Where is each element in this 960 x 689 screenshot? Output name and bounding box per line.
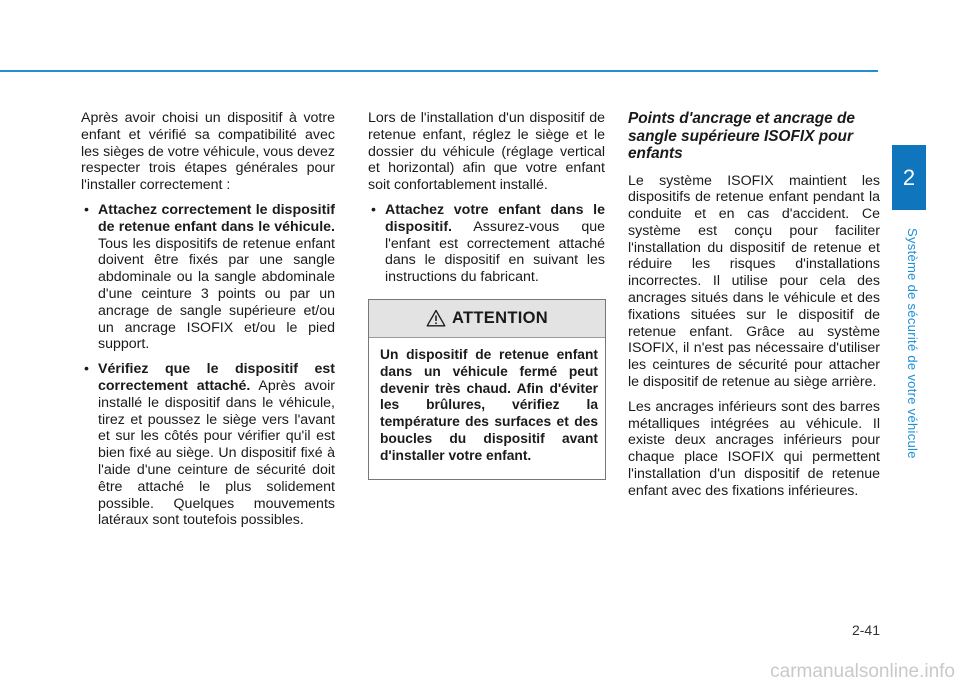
isofix-paragraph: Le système ISOFIX maintient les dispositifs de retenue enfant pendant la conduite et en cas d'accident. Ce système est conçu pour faciliter l'installation du dispositif de retenue et réduire les risques d'installations incorrectes. Il utilise pour cela des ancrages situés dans le véhicule et des fixations situées sur le dispositif de retenue enfant. Grâce au système ISOFIX, il n'est pas nécessaire d'utiliser les ceintures de sécurité pour attacher le dispositif de retenue au siège arrière.: [628, 172, 880, 391]
list-item: [81, 202, 335, 353]
step-text: Assurez-vous que l'enfant est correctement attaché dans le dispositif en suivant les instructions du fabricant.: [385, 218, 605, 286]
step-lead: Attachez votre enfant dans le dispositif.: [385, 201, 605, 235]
section-heading: Points d'ancrage et ancrage de sangle supérieure ISOFIX pour enfants: [628, 110, 855, 162]
chapter-tab: [892, 145, 926, 210]
steps-list-continued: [368, 202, 605, 286]
intro-paragraph: Après avoir choisi un dispositif à votre enfant et vérifié sa compatibilité avec les sièges de votre véhicule, vous devez respecter trois étapes générales pour l'installer correctement :: [81, 110, 335, 194]
caution-text: Un dispositif de retenue enfant dans un véhicule fermé peut devenir très chaud. Afin d'éviter les brûlures, vérifiez la température des surfaces et des boucles du dispositif avant d'installer votre enfant.: [380, 346, 598, 463]
caution-label: ATTENTION: [452, 309, 548, 328]
caution-header: [369, 300, 605, 338]
column-3: [628, 110, 880, 508]
header-rule: [0, 70, 878, 72]
step-lead: Vérifiez que le dispositif est correctement attaché.: [98, 361, 335, 394]
step-lead: Attachez correctement le dispositif de retenue enfant dans le véhicule.: [98, 201, 335, 235]
chapter-title: Système de sécurité de votre véhicule: [905, 228, 920, 459]
list-item: [81, 361, 335, 529]
chapter-number: 2: [902, 164, 916, 190]
warning-triangle-icon: [426, 309, 446, 327]
steps-list: [81, 202, 335, 529]
step-text: Après avoir installé le dispositif dans le véhicule, tirez et poussez le siège vers l'avant et sur les côtés pour vérifier qu'il est bien fixé au siège. Un dispositif fixé à l'aide d'une ceinture de sécurité doit être attaché le plus solidement possible. Quelques mouvements latéraux sont toutefois possibles.: [98, 377, 335, 529]
column-2: [368, 110, 605, 480]
anchors-paragraph: Les ancrages inférieurs sont des barres métalliques intégrées au véhicule. Il existe deux ancrages inférieurs pour chaque place ISOFIX qui permettent l'installation d'un dispositif de retenue enfant avec des fixations inférieures.: [628, 398, 880, 499]
watermark: carmanualsonline.info: [770, 661, 955, 682]
adjust-paragraph: Lors de l'installation d'un dispositif de retenue enfant, réglez le siège et le dossier du véhicule (réglage vertical et horizontal) afin que votre enfant soit confortablement installé.: [368, 110, 605, 194]
list-item: [368, 202, 605, 286]
step-text: Tous les dispositifs de retenue enfant doivent être fixés par une sangle abdominale ou la sangle abdominale d'une ceinture 3 points ou par un ancrage de sangle supérieure et/ou un ancrage ISOFIX et/ou le pied support.: [98, 235, 335, 353]
caution-box: [368, 299, 606, 480]
page-number: 2-41: [851, 622, 880, 638]
column-1: [81, 110, 335, 537]
